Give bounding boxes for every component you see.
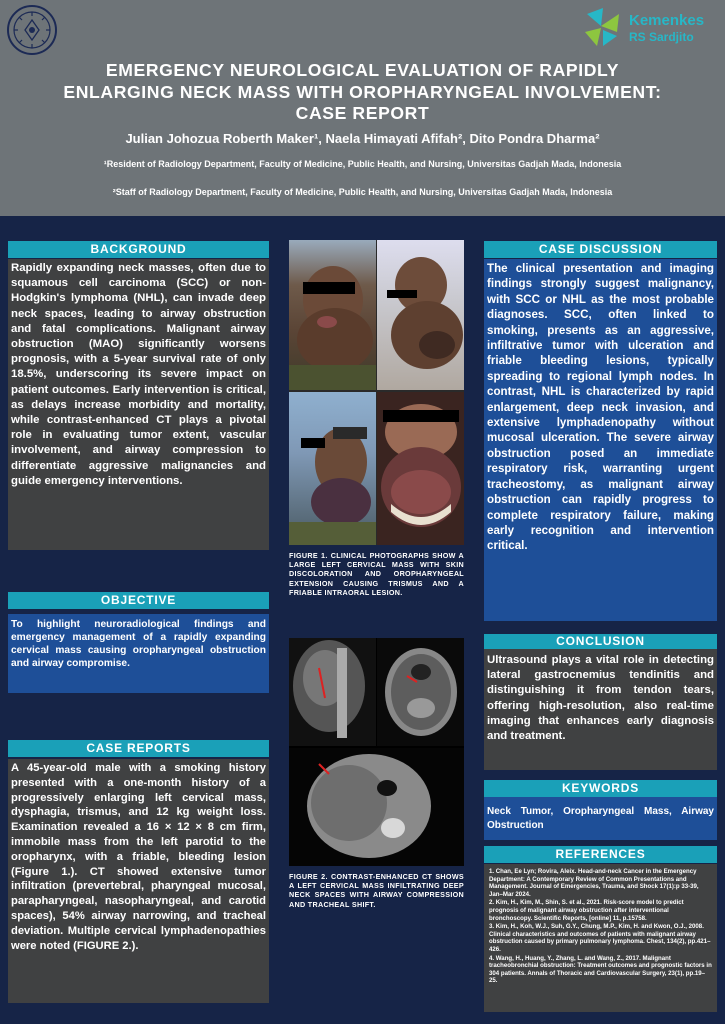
case-discussion-text: The clinical presentation and imaging findings strongly suggest malignancy, with SCC or NHL as the most probable diagnoses. SCC, often linked to smoking, presents as an aggressive, infiltrative tumor with ulceration and friable bleeding lesions, typically spreading to regional lymph nodes. In contrast, NHL is characterized by rapid enlargement, deep neck invasion, and extensive lymphadenopathy without mucosal ulceration. The severe airway obstruction posed an immediate respiratory risk, warranting urgent tracheostomy, as malignant airway obstruction can rapidly progress to complete respiratory failure, making early recognition and intervention critical. — [484, 259, 717, 621]
references-list — [484, 864, 717, 1012]
figure-2-caption: FIGURE 2. CONTRAST-ENHANCED CT SHOWS A LEFT CERVICAL MASS INFILTRATING DEEP NECK SPACES WITH AIRWAY COMPRESSION AND TRACHEAL SHIFT. — [289, 872, 464, 909]
university-seal-icon — [6, 4, 58, 56]
figure-1-caption: FIGURE 1. CLINICAL PHOTOGRAPHS SHOW A LARGE LEFT CERVICAL MASS WITH SKIN DISCOLORATION AND OROPHARYNGEAL EXTENSION CAUSING TRISMUS AND A FRIABLE INTRAORAL LESION. — [289, 551, 464, 597]
affiliation-2: ²Staff of Radiology Department, Faculty of Medicine, Public Health, and Nursing, Universitas Gadjah Mada, Indonesia — [112, 187, 613, 197]
poster-header — [0, 0, 725, 216]
objective-text: To highlight neuroradiological findings and emergency management of a rapidly expanding cervical mass causing oropharyngeal obstruction and airway compromise. — [8, 614, 269, 693]
author-list: Julian Johozua Roberth Maker¹, Naela Himayati Afifah², Dito Pondra Dharma² — [125, 131, 600, 146]
ct-image-axial-upper — [377, 638, 464, 746]
clinical-photo-lateral — [289, 392, 376, 545]
conclusion-text: Ultrasound plays a vital role in detecting lateral gastrocnemius tendinitis and distinguishing it from tendon tears, offering high-resolution, also real-time imaging that enhances early diagnosis and treatment. — [484, 649, 717, 770]
ct-image-sagittal — [289, 638, 376, 746]
objective-heading: OBJECTIVE — [8, 592, 269, 609]
background-text: Rapidly expanding neck masses, often due to squamous cell carcinoma (SCC) or non-Hodgkin's lymphoma (NHL), can invade deep neck spaces, leading to airway obstruction and fatal complications. Malignant airway obstruction (MAO) significantly worsens prognosis, with a 5-year survival rate of only 18.5%, underscoring its severe impact on patient outcomes. Early intervention is critical, as delays increase morbidity and mortality, while contrast-enhanced CT plays a pivotal role in evaluating tumor extent, vascular involvement, and airway compression to differentiate aggressive malignancies and guide emergency interventions. — [8, 259, 269, 550]
ct-image-axial-lower — [289, 748, 464, 866]
case-discussion-heading: CASE DISCUSSION — [484, 241, 717, 258]
kemenkes-logo-icon — [579, 4, 625, 50]
references-heading: REFERENCES — [484, 846, 717, 863]
clinical-photo-front — [289, 240, 376, 390]
logo-text-hospital: RS Sardjito — [629, 30, 694, 44]
keywords-text: Neck Tumor, Oropharyngeal Mass, Airway Obstruction — [484, 797, 717, 840]
reference-item: 1. Chan, Ee Lyn; Rovira, Aleix. Head-and-neck Cancer in the Emergency Department: A Contemporary Review of Common Presentations and Management. Journal of Emergencies, Trauma, and Shock 17(1):p 33-39, Jan–Mar 2024. — [489, 868, 699, 898]
hospital-logo — [579, 4, 719, 54]
reference-item: 3. Kim, H., Koh, W.J., Suh, G.Y., Chung, M.P., Kim, H. and Kwon, O.J., 2008. Clinical characteristics and outcomes of patients with malignant airway obstruction caused by primary pulmonary lymphoma. Chest, 134(2), pp.421–426. — [489, 923, 711, 953]
background-heading: BACKGROUND — [8, 241, 269, 258]
case-reports-text: A 45-year-old male with a smoking history presented with a one-month history of a progressively enlarging left cervical mass, dysphagia, trismus, and 12 kg weight loss. Examination revealed a 16 × 12 × 8 cm firm, immobile mass from the left parotid to the oropharynx, with a friable, bleeding lesion (Figure 1.). CT showed extensive tumor infiltration (prevertebral, pharyngeal mucosal, parapharyngeal, nasopharyngeal, and carotid spaces), 54% airway narrowing, and tracheal deviation. Multiple cervical lymphadenopathies were noted (FIGURE 2.). — [8, 759, 269, 1003]
figure-2-ct-images — [289, 638, 464, 866]
reference-item: 4. Wang, H., Huang, Y., Zhang, L. and Wang, Z., 2017. Malignant tracheobronchial obstruction: Treatment outcomes and prognostic factors in 304 patients. Annals of Thoracic and Cardiovascular Surgery, 23(1), pp.19–25. — [489, 954, 712, 985]
case-reports-heading: CASE REPORTS — [8, 740, 269, 757]
clinical-photo-profile — [377, 240, 464, 390]
affiliation-1: ¹Resident of Radiology Department, Faculty of Medicine, Public Health, and Nursing, Universitas Gadjah Mada, Indonesia — [103, 159, 622, 169]
clinical-photo-intraoral — [377, 392, 464, 545]
poster-title: EMERGENCY NEUROLOGICAL EVALUATION OF RAPIDLY ENLARGING NECK MASS WITH OROPHARYNGEAL INVOLVEMENT: CASE REPORT — [63, 60, 662, 123]
logo-text-kemenkes: Kemenkes — [629, 12, 705, 29]
figure-1-photos — [289, 240, 464, 545]
reference-item: 2. Kim, H., Kim, M., Shin, S. et al., 2021. Risk-score model to predict prognosis of malignant airway obstruction after interventional bronchoscopy. Scientific Reports, [online] 11, p.15758. — [489, 899, 684, 922]
conclusion-heading: CONCLUSION — [484, 634, 717, 649]
keywords-heading: KEYWORDS — [484, 780, 717, 797]
